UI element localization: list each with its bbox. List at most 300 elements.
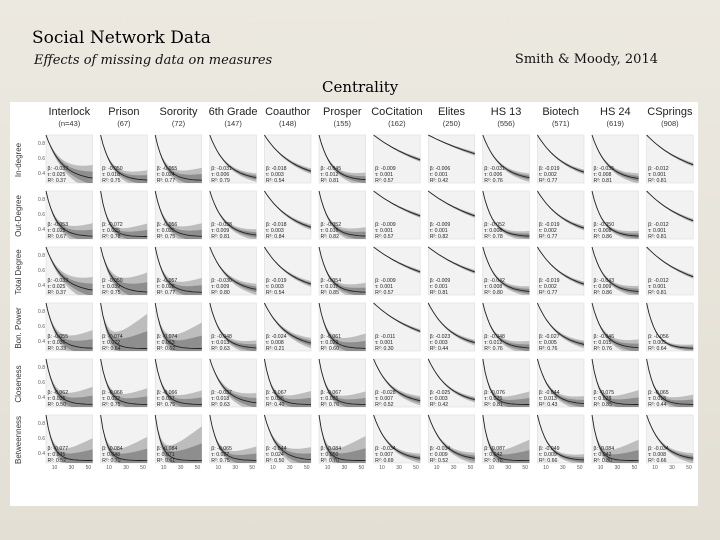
stat-tau: τ: 0.025 bbox=[47, 284, 66, 290]
column-sample-size: (67) bbox=[117, 119, 131, 128]
y-tick-label: 0.4 bbox=[38, 283, 45, 289]
stat-tau: τ: 0.001 bbox=[375, 284, 394, 290]
column-sample-size: (148) bbox=[278, 119, 297, 128]
x-tick-label: 10 bbox=[488, 465, 495, 471]
stat-r-squared: R²: 0.81 bbox=[593, 178, 612, 184]
stat-r-squared: R²: 0.77 bbox=[156, 178, 176, 184]
column-sample-size: (155) bbox=[333, 119, 352, 128]
stat-beta: β: -0.009 bbox=[429, 278, 451, 284]
stat-tau: τ: 0.008 bbox=[648, 452, 667, 458]
stat-beta: β: -0.009 bbox=[429, 222, 451, 228]
row-label-out-degree: Out-Degree bbox=[14, 195, 23, 237]
stat-beta: β: -0.065 bbox=[648, 390, 669, 396]
stat-r-squared: R²: 0.54 bbox=[265, 178, 285, 184]
stat-beta: β: -0.031 bbox=[484, 166, 505, 172]
stat-r-squared: R²: 0.66 bbox=[648, 458, 667, 464]
stat-beta: β: -0.084 bbox=[156, 446, 178, 452]
stat-tau: τ: 0.018 bbox=[211, 396, 230, 402]
column-sample-size: (571) bbox=[551, 119, 570, 128]
y-tick-label: 0.6 bbox=[38, 436, 45, 442]
stat-beta: β: -0.006 bbox=[429, 166, 451, 172]
x-tick-label: 30 bbox=[341, 465, 348, 471]
stat-r-squared: R²: 0.69 bbox=[375, 458, 394, 464]
stat-r-squared: R²: 0.61 bbox=[156, 458, 176, 464]
x-tick-label: 50 bbox=[686, 465, 692, 471]
stat-beta: β: -0.062 bbox=[47, 390, 69, 396]
small-multiples-svg bbox=[10, 102, 698, 506]
row-label-total-degree: Total Degree bbox=[14, 249, 23, 295]
stat-beta: β: -0.056 bbox=[648, 334, 669, 340]
y-tick-label: 0.6 bbox=[38, 324, 45, 330]
stat-beta: β: -0.053 bbox=[47, 222, 69, 228]
stat-beta: β: -0.011 bbox=[375, 334, 396, 340]
column-header-hs-24: HS 24 bbox=[600, 106, 631, 118]
stat-beta: β: -0.052 bbox=[484, 222, 505, 228]
stat-tau: τ: 0.032 bbox=[102, 396, 121, 402]
stat-r-squared: R²: 0.78 bbox=[484, 234, 503, 240]
stat-beta: β: -0.074 bbox=[156, 334, 178, 340]
stat-tau: τ: 0.007 bbox=[375, 452, 394, 458]
stat-beta: β: -0.033 bbox=[47, 166, 69, 172]
stat-beta: β: -0.019 bbox=[265, 278, 287, 284]
stat-r-squared: R²: 0.66 bbox=[538, 458, 558, 464]
stat-r-squared: R²: 0.50 bbox=[265, 458, 285, 464]
stat-tau: τ: 0.007 bbox=[375, 396, 394, 402]
x-tick-label: 50 bbox=[576, 465, 583, 471]
x-tick-label: 10 bbox=[215, 465, 222, 471]
stat-tau: τ: 0.009 bbox=[538, 452, 557, 458]
stat-r-squared: R²: 0.81 bbox=[648, 178, 667, 184]
stat-beta: β: -0.050 bbox=[102, 278, 123, 284]
stat-tau: τ: 0.002 bbox=[538, 284, 557, 290]
stat-tau: τ: 0.001 bbox=[429, 284, 448, 290]
stat-r-squared: R²: 0.78 bbox=[102, 234, 121, 240]
x-tick-label: 10 bbox=[106, 465, 112, 471]
x-tick-label: 50 bbox=[85, 465, 92, 471]
column-header-interlock: Interlock bbox=[48, 106, 91, 118]
x-tick-label: 10 bbox=[543, 465, 549, 471]
x-tick-label: 30 bbox=[396, 465, 402, 471]
stat-beta: β: -0.061 bbox=[320, 334, 342, 340]
stat-r-squared: R²: 0.42 bbox=[429, 402, 449, 408]
y-tick-label: 0.4 bbox=[38, 451, 45, 457]
column-header-hs-13: HS 13 bbox=[490, 106, 522, 118]
stat-tau: τ: 0.039 bbox=[102, 284, 121, 290]
row-label-in-degree: In-degree bbox=[14, 142, 23, 178]
stat-tau: τ: 0.001 bbox=[429, 228, 448, 234]
stat-beta: β: -0.044 bbox=[265, 446, 287, 452]
stat-tau: τ: 0.025 bbox=[47, 172, 66, 178]
column-header-cocitation: CoCitation bbox=[371, 106, 423, 118]
stat-r-squared: R²: 0.79 bbox=[211, 178, 230, 184]
x-tick-label: 10 bbox=[652, 465, 658, 471]
stat-r-squared: R²: 0.84 bbox=[265, 234, 285, 240]
stat-tau: τ: 0.005 bbox=[648, 340, 667, 346]
stat-tau: τ: 0.003 bbox=[265, 284, 284, 290]
column-sample-size: (72) bbox=[171, 119, 186, 128]
stat-r-squared: R²: 0.54 bbox=[265, 290, 285, 296]
stat-r-squared: R²: 0.75 bbox=[102, 290, 121, 296]
row-label-betweenness: Betweenness bbox=[14, 415, 23, 465]
stat-beta: β: -0.049 bbox=[538, 446, 560, 452]
stat-r-squared: R²: 0.81 bbox=[484, 402, 503, 408]
stat-beta: β: -0.018 bbox=[265, 222, 287, 228]
stat-r-squared: R²: 0.64 bbox=[102, 346, 121, 352]
stat-r-squared: R²: 0.76 bbox=[484, 178, 503, 184]
stat-r-squared: R²: 0.81 bbox=[211, 234, 230, 240]
stat-tau: τ: 0.001 bbox=[375, 172, 394, 178]
stat-beta: β: -0.037 bbox=[211, 390, 232, 396]
stat-r-squared: R²: 0.85 bbox=[320, 290, 339, 296]
stat-r-squared: R²: 0.30 bbox=[375, 346, 394, 352]
stat-tau: τ: 0.048 bbox=[102, 452, 121, 458]
stat-r-squared: R²: 0.75 bbox=[102, 402, 121, 408]
stat-r-squared: R²: 0.44 bbox=[429, 346, 449, 352]
stat-beta: β: -0.050 bbox=[102, 166, 123, 172]
stat-r-squared: R²: 0.81 bbox=[429, 290, 449, 296]
y-tick-label: 0.8 bbox=[38, 141, 45, 147]
stat-tau: τ: 0.042 bbox=[593, 452, 612, 458]
x-tick-label: 10 bbox=[160, 465, 167, 471]
stat-r-squared: R²: 0.57 bbox=[375, 290, 394, 296]
stat-r-squared: R²: 0.86 bbox=[593, 290, 612, 296]
stat-r-squared: R²: 0.76 bbox=[593, 346, 612, 352]
stat-r-squared: R²: 0.57 bbox=[375, 234, 394, 240]
stat-r-squared: R²: 0.44 bbox=[648, 402, 667, 408]
stat-tau: τ: 0.008 bbox=[484, 284, 503, 290]
stat-r-squared: R²: 0.80 bbox=[484, 290, 503, 296]
stat-r-squared: R²: 0.81 bbox=[648, 234, 667, 240]
y-tick-label: 0.8 bbox=[38, 421, 45, 427]
stat-tau: τ: 0.009 bbox=[211, 284, 230, 290]
stat-beta: β: -0.019 bbox=[538, 166, 560, 172]
x-tick-label: 30 bbox=[232, 465, 238, 471]
stat-r-squared: R²: 0.43 bbox=[538, 402, 558, 408]
stat-beta: β: -0.072 bbox=[102, 222, 123, 228]
stat-tau: τ: 0.018 bbox=[102, 172, 121, 178]
stat-tau: τ: 0.028 bbox=[593, 396, 612, 402]
stat-beta: β: -0.023 bbox=[429, 334, 451, 340]
stat-tau: τ: 0.053 bbox=[156, 340, 175, 346]
stat-tau: τ: 0.006 bbox=[211, 172, 230, 178]
stat-beta: β: -0.019 bbox=[538, 222, 560, 228]
column-header-coauthor: Coauthor bbox=[265, 106, 311, 118]
stat-r-squared: R²: 0.67 bbox=[47, 234, 66, 240]
stat-tau: τ: 0.001 bbox=[429, 172, 448, 178]
stat-tau: τ: 0.008 bbox=[484, 228, 503, 234]
stat-r-squared: R²: 0.70 bbox=[320, 458, 339, 464]
column-sample-size: (147) bbox=[224, 119, 242, 128]
x-tick-label: 50 bbox=[303, 465, 310, 471]
column-header-prosper: Prosper bbox=[323, 106, 362, 118]
stat-beta: β: -0.030 bbox=[211, 278, 232, 284]
stat-tau: τ: 0.001 bbox=[375, 228, 394, 234]
stat-tau: τ: 0.001 bbox=[648, 172, 667, 178]
stat-beta: β: -0.067 bbox=[265, 390, 287, 396]
stat-beta: β: -0.055 bbox=[47, 334, 69, 340]
stat-tau: τ: 0.002 bbox=[538, 172, 557, 178]
x-tick-label: 30 bbox=[68, 465, 75, 471]
stat-tau: τ: 0.072 bbox=[102, 340, 121, 346]
stat-beta: β: -0.012 bbox=[648, 278, 669, 284]
stat-tau: τ: 0.009 bbox=[429, 452, 448, 458]
y-tick-label: 0.4 bbox=[38, 227, 45, 233]
column-sample-size: (162) bbox=[388, 119, 406, 128]
stat-beta: β: -0.056 bbox=[156, 222, 178, 228]
stat-tau: τ: 0.028 bbox=[156, 284, 175, 290]
stat-r-squared: R²: 0.37 bbox=[47, 290, 66, 296]
stat-tau: τ: 0.009 bbox=[593, 284, 612, 290]
y-tick-label: 0.8 bbox=[38, 309, 45, 315]
stat-r-squared: R²: 0.75 bbox=[156, 402, 176, 408]
column-sample-size: (556) bbox=[497, 119, 515, 128]
stat-r-squared: R²: 0.33 bbox=[47, 346, 66, 352]
stat-r-squared: R²: 0.57 bbox=[375, 178, 394, 184]
x-tick-label: 30 bbox=[560, 465, 566, 471]
citation: Smith & Moody, 2014 bbox=[514, 52, 658, 67]
y-tick-label: 0.4 bbox=[38, 171, 45, 177]
x-tick-label: 10 bbox=[270, 465, 276, 471]
stat-beta: β: -0.034 bbox=[648, 446, 669, 452]
stat-tau: τ: 0.027 bbox=[156, 396, 175, 402]
y-tick-label: 0.6 bbox=[38, 156, 45, 162]
stat-beta: β: -0.038 bbox=[211, 222, 232, 228]
stat-r-squared: R²: 0.63 bbox=[211, 346, 230, 352]
stat-beta: β: -0.084 bbox=[102, 446, 123, 452]
column-sample-size: (n=43) bbox=[58, 119, 81, 128]
stat-beta: β: -0.035 bbox=[593, 166, 615, 172]
x-tick-label: 30 bbox=[123, 465, 129, 471]
y-tick-label: 0.8 bbox=[38, 253, 45, 259]
y-tick-label: 0.4 bbox=[38, 395, 45, 401]
x-tick-label: 30 bbox=[450, 465, 457, 471]
stat-beta: β: -0.043 bbox=[593, 278, 615, 284]
stat-r-squared: R²: 0.75 bbox=[156, 234, 176, 240]
stat-tau: τ: 0.013 bbox=[538, 396, 557, 402]
stat-tau: τ: 0.006 bbox=[484, 172, 503, 178]
stat-tau: τ: 0.024 bbox=[156, 172, 175, 178]
stat-r-squared: R²: 0.76 bbox=[484, 346, 503, 352]
stat-tau: τ: 0.018 bbox=[648, 396, 667, 402]
stat-r-squared: R²: 0.60 bbox=[320, 346, 339, 352]
x-tick-label: 10 bbox=[433, 465, 440, 471]
stat-r-squared: R²: 0.62 bbox=[156, 346, 176, 352]
column-header-biotech: Biotech bbox=[542, 106, 580, 118]
x-tick-label: 30 bbox=[287, 465, 293, 471]
x-tick-label: 50 bbox=[631, 465, 638, 471]
column-sample-size: (250) bbox=[442, 119, 461, 128]
stat-r-squared: R²: 0.80 bbox=[211, 290, 230, 296]
x-tick-label: 10 bbox=[597, 465, 604, 471]
stat-tau: τ: 0.025 bbox=[47, 228, 66, 234]
stat-r-squared: R²: 0.63 bbox=[211, 402, 230, 408]
column-sample-size: (908) bbox=[661, 119, 679, 128]
column-header-prison: Prison bbox=[108, 106, 140, 118]
stat-tau: τ: 0.029 bbox=[320, 340, 339, 346]
stat-beta: β: -0.025 bbox=[429, 390, 451, 396]
stat-tau: τ: 0.016 bbox=[320, 228, 339, 234]
stat-r-squared: R²: 0.81 bbox=[648, 290, 667, 296]
x-tick-label: 10 bbox=[379, 465, 385, 471]
stat-tau: τ: 0.035 bbox=[47, 396, 66, 402]
stat-r-squared: R²: 0.81 bbox=[320, 178, 339, 184]
stat-tau: τ: 0.003 bbox=[429, 396, 448, 402]
row-label-bon-power: Bon. Power bbox=[14, 307, 23, 349]
stat-r-squared: R²: 0.76 bbox=[320, 402, 339, 408]
stat-r-squared: R²: 0.77 bbox=[538, 290, 558, 296]
stat-tau: τ: 0.008 bbox=[593, 172, 612, 178]
stat-r-squared: R²: 0.50 bbox=[47, 402, 66, 408]
stat-beta: β: -0.033 bbox=[47, 278, 69, 284]
stat-beta: β: -0.034 bbox=[429, 446, 451, 452]
stat-beta: β: -0.042 bbox=[484, 278, 505, 284]
stat-beta: β: -0.074 bbox=[102, 334, 123, 340]
stat-beta: β: -0.066 bbox=[102, 390, 123, 396]
row-label-closeness: Closeness bbox=[14, 365, 23, 403]
stat-tau: τ: 0.024 bbox=[265, 452, 284, 458]
stat-beta: β: -0.055 bbox=[156, 166, 178, 172]
stat-beta: β: -0.050 bbox=[593, 222, 615, 228]
stat-tau: τ: 0.017 bbox=[320, 284, 339, 290]
stat-beta: β: -0.066 bbox=[156, 390, 178, 396]
stat-tau: τ: 0.008 bbox=[593, 228, 612, 234]
stat-beta: β: -0.027 bbox=[538, 334, 560, 340]
stat-beta: β: -0.019 bbox=[538, 278, 560, 284]
section-heading: Centrality bbox=[322, 78, 399, 96]
column-header-csprings: CSprings bbox=[647, 106, 693, 118]
stat-r-squared: R²: 0.78 bbox=[484, 458, 503, 464]
stat-beta: β: -0.012 bbox=[648, 222, 669, 228]
stat-tau: τ: 0.025 bbox=[102, 228, 121, 234]
y-tick-label: 0.6 bbox=[38, 380, 45, 386]
stat-beta: β: -0.052 bbox=[320, 222, 342, 228]
stat-beta: β: -0.046 bbox=[593, 334, 615, 340]
column-header-elites: Elites bbox=[438, 106, 465, 118]
stat-beta: β: -0.018 bbox=[265, 166, 287, 172]
column-header-6th-grade: 6th Grade bbox=[208, 106, 258, 118]
stat-beta: β: -0.009 bbox=[375, 166, 396, 172]
stat-r-squared: R²: 0.77 bbox=[538, 234, 558, 240]
stat-r-squared: R²: 0.70 bbox=[102, 458, 121, 464]
stat-beta: β: -0.009 bbox=[375, 222, 396, 228]
stat-tau: τ: 0.002 bbox=[538, 228, 557, 234]
stat-beta: β: -0.084 bbox=[593, 446, 615, 452]
x-tick-label: 50 bbox=[249, 465, 255, 471]
x-tick-label: 30 bbox=[505, 465, 511, 471]
stat-beta: β: -0.009 bbox=[375, 278, 396, 284]
stat-r-squared: R²: 0.40 bbox=[265, 402, 285, 408]
stat-tau: τ: 0.042 bbox=[484, 452, 503, 458]
x-tick-label: 50 bbox=[522, 465, 528, 471]
stat-r-squared: R²: 0.21 bbox=[265, 346, 285, 352]
x-tick-label: 10 bbox=[324, 465, 331, 471]
x-tick-label: 50 bbox=[413, 465, 419, 471]
stat-r-squared: R²: 0.75 bbox=[211, 458, 230, 464]
stat-beta: β: -0.024 bbox=[265, 334, 287, 340]
stat-r-squared: R²: 0.82 bbox=[320, 234, 339, 240]
y-tick-label: 0.6 bbox=[38, 212, 45, 218]
stat-beta: β: -0.031 bbox=[211, 166, 232, 172]
stat-tau: τ: 0.001 bbox=[648, 284, 667, 290]
stat-tau: τ: 0.003 bbox=[265, 172, 284, 178]
y-tick-label: 0.6 bbox=[38, 268, 45, 274]
stat-beta: β: -0.076 bbox=[484, 390, 505, 396]
stat-r-squared: R²: 0.37 bbox=[47, 178, 66, 184]
x-tick-label: 30 bbox=[177, 465, 184, 471]
stat-beta: β: -0.067 bbox=[320, 390, 342, 396]
stat-tau: τ: 0.027 bbox=[211, 452, 230, 458]
y-tick-label: 0.8 bbox=[38, 197, 45, 203]
x-tick-label: 50 bbox=[194, 465, 201, 471]
stat-tau: τ: 0.001 bbox=[648, 228, 667, 234]
stat-tau: τ: 0.001 bbox=[375, 340, 394, 346]
stat-tau: τ: 0.026 bbox=[265, 396, 284, 402]
stat-tau: τ: 0.012 bbox=[320, 172, 339, 178]
stat-tau: τ: 0.025 bbox=[320, 396, 339, 402]
stat-beta: β: -0.048 bbox=[211, 334, 232, 340]
stat-beta: β: -0.065 bbox=[211, 446, 232, 452]
stat-tau: τ: 0.009 bbox=[211, 228, 230, 234]
stat-beta: β: -0.045 bbox=[320, 166, 342, 172]
x-tick-label: 10 bbox=[51, 465, 58, 471]
slide-title: Social Network Data bbox=[32, 28, 211, 48]
stat-beta: β: -0.012 bbox=[648, 166, 669, 172]
stat-beta: β: -0.077 bbox=[47, 446, 69, 452]
stat-beta: β: -0.054 bbox=[320, 278, 342, 284]
stat-r-squared: R²: 0.80 bbox=[593, 458, 612, 464]
stat-beta: β: -0.084 bbox=[320, 446, 342, 452]
stat-tau: τ: 0.025 bbox=[484, 396, 503, 402]
stat-r-squared: R²: 0.42 bbox=[429, 178, 449, 184]
stat-tau: τ: 0.050 bbox=[320, 452, 339, 458]
x-tick-label: 50 bbox=[140, 465, 146, 471]
y-tick-label: 0.4 bbox=[38, 339, 45, 345]
stat-r-squared: R²: 0.77 bbox=[156, 290, 176, 296]
stat-r-squared: R²: 0.75 bbox=[102, 178, 121, 184]
stat-beta: β: -0.048 bbox=[484, 334, 505, 340]
stat-tau: τ: 0.005 bbox=[538, 340, 557, 346]
stat-tau: τ: 0.003 bbox=[429, 340, 448, 346]
stat-beta: β: -0.044 bbox=[538, 390, 560, 396]
slide-subtitle: Effects of missing data on measures bbox=[34, 53, 273, 68]
stat-beta: β: -0.087 bbox=[484, 446, 505, 452]
column-header-sorority: Sorority bbox=[159, 106, 198, 118]
column-sample-size: (619) bbox=[606, 119, 625, 128]
stat-r-squared: R²: 0.52 bbox=[47, 458, 66, 464]
stat-tau: τ: 0.013 bbox=[211, 340, 230, 346]
stat-r-squared: R²: 0.86 bbox=[593, 234, 612, 240]
stat-r-squared: R²: 0.76 bbox=[538, 346, 558, 352]
stat-beta: β: -0.028 bbox=[375, 390, 396, 396]
stat-beta: β: -0.034 bbox=[375, 446, 396, 452]
stat-tau: τ: 0.012 bbox=[484, 340, 503, 346]
x-tick-label: 30 bbox=[614, 465, 621, 471]
small-multiples-figure bbox=[10, 102, 698, 506]
x-tick-label: 30 bbox=[669, 465, 675, 471]
stat-r-squared: R²: 0.64 bbox=[648, 346, 667, 352]
stat-r-squared: R²: 0.52 bbox=[375, 402, 394, 408]
stat-tau: τ: 0.008 bbox=[265, 340, 284, 346]
stat-tau: τ: 0.036 bbox=[47, 340, 66, 346]
stat-r-squared: R²: 0.82 bbox=[429, 234, 449, 240]
x-tick-label: 50 bbox=[358, 465, 365, 471]
stat-tau: τ: 0.015 bbox=[593, 340, 612, 346]
stat-tau: τ: 0.025 bbox=[156, 228, 175, 234]
stat-tau: τ: 0.071 bbox=[156, 452, 175, 458]
stat-r-squared: R²: 0.52 bbox=[429, 458, 449, 464]
stat-r-squared: R²: 0.77 bbox=[538, 178, 558, 184]
y-tick-label: 0.8 bbox=[38, 365, 45, 371]
